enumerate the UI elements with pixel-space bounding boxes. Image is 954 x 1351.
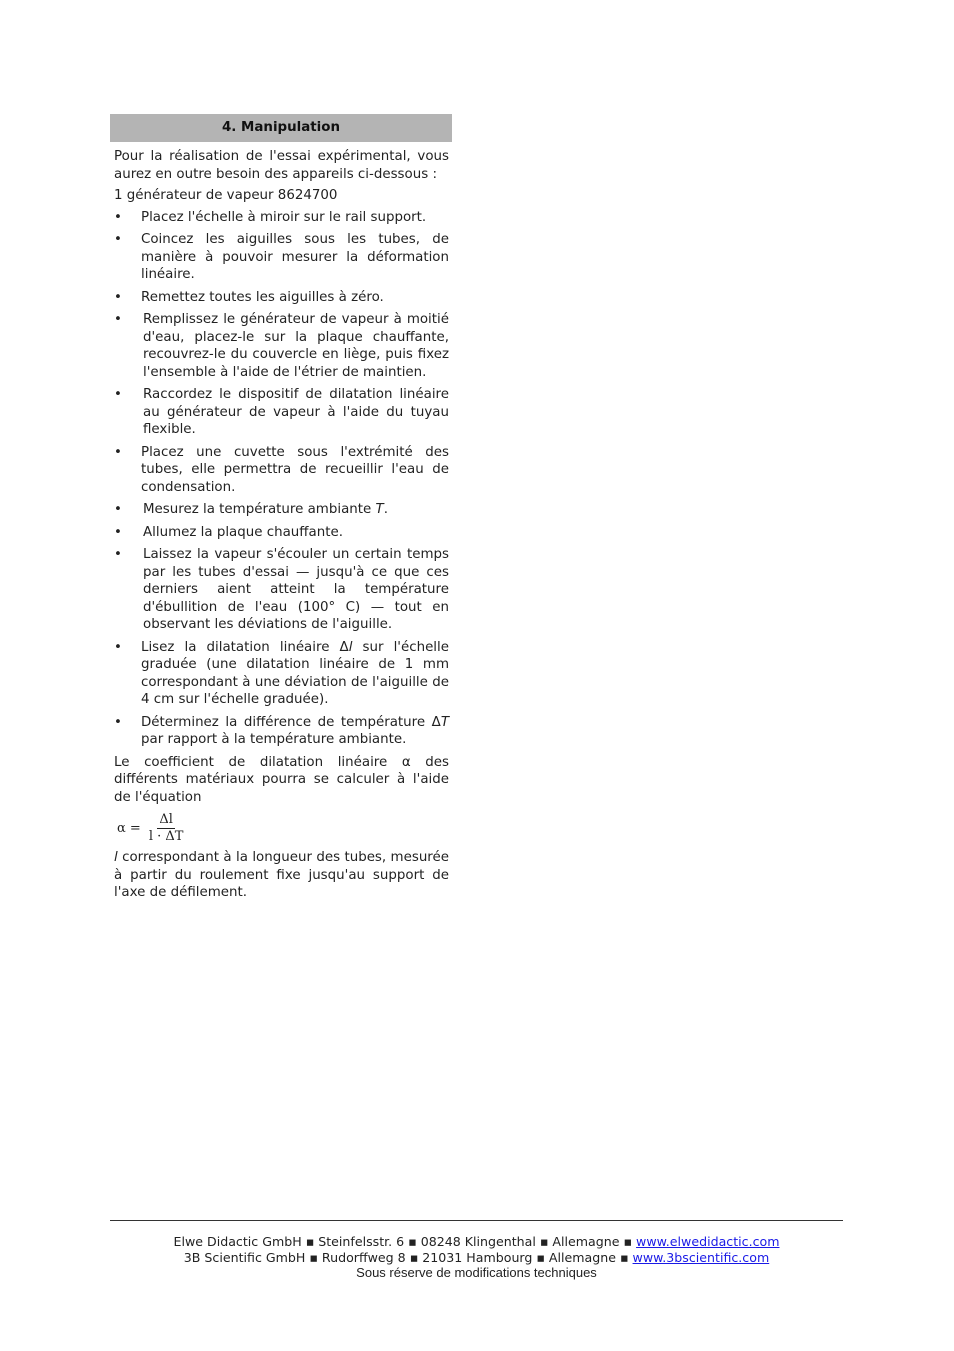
step-item <box>114 209 449 227</box>
step-text: Placez l'échelle à miroir sur le rail support. <box>141 209 427 225</box>
footer-disclaimer: Sous réserve de modifications techniques <box>356 1265 597 1280</box>
step-item <box>114 639 449 709</box>
length-note-text: correspondant à la longueur des tubes, mesurée à partir du roulement fixe jusqu'au support de l'axe de défilement. <box>114 850 449 900</box>
step-text: Remplissez le générateur de vapeur à moitié d'eau, placez-le sur la plaque chauffante, recouvrez-le du couvercle en liège, puis fixez l'ensemble à l'aide de l'étrier de maintien. <box>143 312 449 380</box>
step-text <box>143 502 388 517</box>
step-text: Coincez les aiguilles sous les tubes, de manière à pouvoir mesurer la déformation linéaire. <box>141 232 449 282</box>
footer-address-3b: 3B Scientific GmbH ▪ Rudorffweg 8 ▪ 21031 Hambourg ▪ Allemagne ▪ <box>183 1249 633 1265</box>
step-text: Allumez la plaque chauffante. <box>143 524 343 540</box>
bullet-icon: • <box>114 639 122 655</box>
page-footer <box>110 1234 843 1281</box>
bullet-icon: • <box>114 444 122 460</box>
bullet-icon: • <box>114 502 122 517</box>
footer-divider <box>110 1220 843 1221</box>
elwedidactic-link[interactable]: www.elwedidactic.com <box>636 1234 780 1249</box>
section-heading: 4. Manipulation <box>110 114 452 142</box>
bullet-icon: • <box>114 714 122 730</box>
step-item <box>114 231 449 284</box>
step-text: Raccordez le dispositif de dilatation linéaire au générateur de vapeur à l'aide du tuyau flexible. <box>143 387 449 437</box>
step-text: Placez une cuvette sous l'extrémité des tubes, elle permettra de recueillir l'eau de condensation. <box>141 444 449 495</box>
bullet-icon: • <box>114 387 122 402</box>
coefficient-paragraph: Le coefficient de dilatation linéaire α des différents matériaux pourra se calculer à l'aide de l'équation <box>114 754 449 805</box>
required-device: 1 générateur de vapeur 8624700 <box>114 188 338 203</box>
left-column <box>110 114 452 902</box>
procedure-steps <box>114 209 449 749</box>
step-text-post: par rapport à la température ambiante. <box>141 732 407 747</box>
section-content <box>110 148 452 902</box>
step-text <box>141 640 449 708</box>
footer-address-elwe: Elwe Didactic GmbH ▪ Steinfelsstr. 6 ▪ 08248 Klingenthal ▪ Allemagne ▪ <box>173 1234 637 1249</box>
variable-l: l <box>348 639 353 655</box>
variable-T: T <box>375 502 384 517</box>
bullet-icon: • <box>114 524 122 540</box>
step-text <box>141 715 449 748</box>
step-item <box>114 386 449 439</box>
step-text-pre: Lisez la dilatation linéaire Δ <box>141 639 349 655</box>
bullet-icon: • <box>114 547 122 562</box>
variable-l: l <box>114 850 118 865</box>
formula-denominator: l · ΔT <box>148 829 184 844</box>
expansion-formula <box>117 812 449 845</box>
bullet-icon: • <box>114 312 122 327</box>
variable-T: T <box>440 714 449 730</box>
formula-numerator: Δl <box>159 812 173 827</box>
formula-lhs: α = <box>117 820 141 836</box>
step-item <box>114 714 449 749</box>
bullet-icon: • <box>114 289 122 305</box>
bullet-icon: • <box>114 232 122 247</box>
step-item <box>114 524 449 542</box>
step-text: Remettez toutes les aiguilles à zéro. <box>141 289 384 305</box>
footer-line-elwe <box>110 1234 843 1250</box>
bullet-icon: • <box>114 209 122 225</box>
step-text-pre: Mesurez la température ambiante <box>143 502 376 517</box>
length-note <box>114 849 449 902</box>
step-text: Laissez la vapeur s'écouler un certain temps par les tubes d'essai — jusqu'à ce que ces derniers aient atteint la température d'ébullition de l'eau (100° C) — tout en observant les déviations de l'aiguille. <box>143 547 449 632</box>
step-text-post: . <box>383 502 388 517</box>
step-item <box>114 501 449 519</box>
3bscientific-link[interactable]: www.3bscientific.com <box>632 1249 770 1265</box>
footer-line-3b <box>110 1250 843 1266</box>
step-item <box>114 311 449 381</box>
step-text-pre: Déterminez la différence de température Δ <box>141 714 441 730</box>
step-item <box>114 289 449 307</box>
step-item <box>114 444 449 497</box>
step-text-post: sur l'échelle graduée (une dilatation linéaire de 1 mm correspondant à une déviation de l'aiguille de 4 cm sur l'échelle graduée). <box>141 639 449 707</box>
intro-paragraph: Pour la réalisation de l'essai expérimental, vous aurez en outre besoin des appareils ci-dessous : <box>114 149 449 182</box>
step-item <box>114 546 449 634</box>
formula-fraction <box>147 812 186 845</box>
